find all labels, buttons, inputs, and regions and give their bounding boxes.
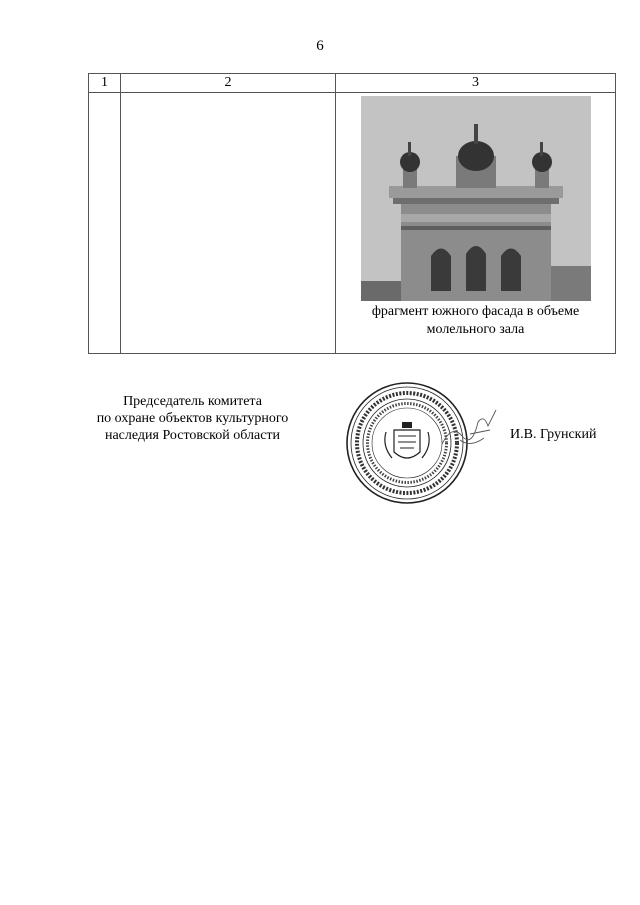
position-line: Председатель комитета — [123, 394, 262, 409]
position-line: по охране объектов культурного — [96, 411, 289, 426]
table-cell-photo — [336, 93, 616, 354]
church-facade-photo — [361, 96, 591, 301]
table-cell-number — [89, 93, 121, 354]
signer-name: И.В. Грунский — [510, 427, 597, 442]
table-row — [89, 93, 616, 354]
column-header-1: 1 — [89, 74, 121, 93]
page-number: 6 — [316, 38, 324, 54]
position-line: наследия Ростовской области — [104, 428, 281, 443]
table-header-row — [89, 74, 616, 93]
heritage-table — [88, 73, 616, 354]
signatory-position — [60, 393, 325, 444]
photo-caption: фрагмент южного фасада в объеме молельного зала — [371, 304, 580, 337]
handwritten-signature — [440, 404, 500, 454]
table-cell-description — [121, 93, 336, 354]
column-header-2: 2 — [121, 74, 336, 93]
column-header-3: 3 — [336, 74, 616, 93]
